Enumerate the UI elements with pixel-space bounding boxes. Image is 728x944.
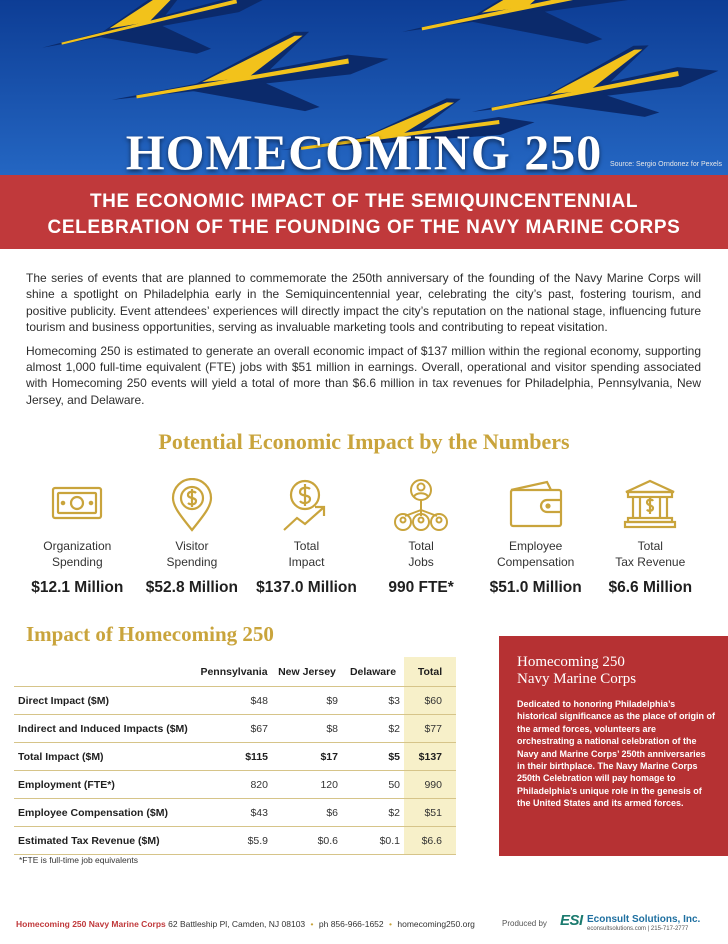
row-label: Employee Compensation ($M) — [14, 799, 196, 827]
sidebox-text: Dedicated to honoring Philadelphia’s historical significance as the place of origin of the armed forces, volunteers are orchestrating a national celebration of the Navy and Marine Corps’ 250th anniversaries in their birthplace. The Navy Marine Corps 250th Celebration will pay homage to Philadelphia’s unique role in the genesis of the United States and its armed forces. — [517, 699, 716, 809]
table-row — [14, 771, 456, 799]
cell-pennsylvania: $5.9 — [196, 827, 272, 855]
metric-value: $137.0 Million — [256, 579, 357, 596]
row-label: Indirect and Induced Impacts ($M) — [14, 715, 196, 743]
hero-photo — [0, 0, 728, 175]
metric-label: Total — [293, 539, 320, 553]
cell-total: 990 — [404, 771, 456, 799]
table-row — [14, 799, 456, 827]
table-row — [14, 743, 456, 771]
numbers-heading: Potential Economic Impact by the Numbers — [158, 429, 570, 454]
metric-label: Organization — [43, 539, 112, 553]
cell-pennsylvania: $67 — [196, 715, 272, 743]
row-label: Direct Impact ($M) — [14, 687, 196, 715]
producer-credit — [502, 913, 724, 935]
footer-address: 62 Battleship Pl, Camden, NJ 08103 — [168, 919, 306, 929]
location-dollar-icon — [135, 478, 250, 533]
metric-employee-compensation — [478, 478, 593, 597]
sidebox-title — [517, 654, 728, 688]
cell-new-jersey: $17 — [272, 743, 342, 771]
page-title: HOMECOMING 250 — [125, 124, 603, 175]
column-header: Delaware — [349, 665, 397, 678]
subtitle: THE ECONOMIC IMPACT OF THE SEMIQUINCENTENNIAL CELEBRATION OF THE FOUNDING OF THE NAVY MARINE CORPS — [47, 191, 681, 238]
sidebox-title-line-2: Navy Marine Corps — [517, 671, 637, 687]
cell-new-jersey: $0.6 — [272, 827, 342, 855]
cell-delaware: $3 — [342, 687, 404, 715]
footer-separator: • — [310, 919, 314, 929]
metric-label: Spending — [166, 555, 218, 569]
metric-label: Impact — [288, 555, 325, 569]
cell-delaware: $2 — [342, 799, 404, 827]
people-network-icon — [364, 478, 479, 533]
table-footnote: *FTE is full-time job equivalents — [19, 855, 139, 865]
intro-paragraph-2: Homecoming 250 is estimated to generate an overall economic impact of $137 million within the regional economy, supporting almost 1,000 full-time equivalent (FTE) jobs with $51 million in earnings. Overall, operational and visitor spending associated with Homecoming 250 events will yield a total of more than $6.6 million in tax revenues for Philadelphia, Pennsylvania, New Jersey, and Delaware. — [26, 343, 701, 407]
row-label: Estimated Tax Revenue ($M) — [14, 827, 196, 855]
esi-logo: ESI — [560, 912, 583, 929]
cell-pennsylvania: $43 — [196, 799, 272, 827]
metric-value: $51.0 Million — [489, 579, 582, 596]
intro-paragraph-1: The series of events that are planned to commemorate the 250th anniversary of the founding of the Navy Marine Corps will shine a spotlight on Philadelphia early in the Semiquincentennial year, celebrating the city’s past, fostering tourism, and positive publicity. Event attendees’ experiences will directly impact the city’s reputation on the national stage, influencing future tourism and business opportunities, serving as invaluable marketing tools and contributing to repeat visitation. — [26, 271, 701, 335]
metric-value: $52.8 Million — [145, 579, 238, 596]
impact-heading: Impact of Homecoming 250 — [26, 622, 274, 646]
metric-value: $12.1 Million — [31, 579, 124, 596]
intro-text — [26, 270, 701, 415]
cell-total: $60 — [404, 687, 456, 715]
table-row — [14, 715, 456, 743]
metric-organization-spending — [20, 478, 135, 597]
company-contact: econsultsolutions.com | 215-717-2777 — [587, 926, 689, 932]
produced-by-label: Produced by — [502, 919, 547, 928]
footer-contact — [16, 919, 475, 929]
cell-new-jersey: $9 — [272, 687, 342, 715]
row-label: Employment (FTE*) — [14, 771, 196, 799]
bank-dollar-icon — [593, 478, 708, 533]
impact-table — [14, 657, 456, 855]
metric-total-tax-revenue — [593, 478, 708, 597]
metric-total-jobs — [364, 478, 479, 597]
metric-label: Compensation — [496, 555, 575, 569]
about-sidebox — [499, 636, 728, 856]
cell-delaware: 50 — [342, 771, 404, 799]
cell-new-jersey: 120 — [272, 771, 342, 799]
cell-delaware: $2 — [342, 715, 404, 743]
metric-label: Total — [408, 539, 434, 553]
metric-label: Tax Revenue — [615, 555, 686, 569]
cell-pennsylvania: 820 — [196, 771, 272, 799]
metric-label: Visitor — [175, 539, 209, 553]
company-name: Econsult Solutions, Inc. — [587, 914, 701, 925]
cell-total: $51 — [404, 799, 456, 827]
column-header: Total — [404, 657, 456, 687]
cell-pennsylvania: $48 — [196, 687, 272, 715]
footer-separator: • — [389, 919, 393, 929]
metric-total-impact — [249, 478, 364, 597]
sidebox-title-line-1: Homecoming 250 — [517, 654, 625, 670]
cell-delaware: $5 — [342, 743, 404, 771]
metric-label: Employee — [508, 539, 563, 553]
photo-credit: Source: Sergio Orndonez for Pexels — [609, 161, 722, 168]
wallet-icon — [478, 478, 593, 533]
cell-new-jersey: $8 — [272, 715, 342, 743]
metric-label: Jobs — [408, 555, 434, 569]
table-row — [14, 827, 456, 855]
cell-delaware: $0.1 — [342, 827, 404, 855]
subtitle-banner — [0, 175, 728, 249]
table-header-row — [14, 657, 456, 687]
metrics-row — [20, 478, 708, 597]
cell-pennsylvania: $115 — [196, 743, 272, 771]
column-header: Pennsylvania — [200, 665, 268, 678]
money-bill-icon — [20, 478, 135, 533]
footer-org: Homecoming 250 Navy Marine Corps — [16, 919, 166, 929]
cell-new-jersey: $6 — [272, 799, 342, 827]
metric-label: Spending — [51, 555, 103, 569]
row-label: Total Impact ($M) — [14, 743, 196, 771]
cell-total: $77 — [404, 715, 456, 743]
cell-total: $137 — [404, 743, 456, 771]
table-row — [14, 687, 456, 715]
column-header: New Jersey — [278, 665, 336, 678]
metric-value: 990 FTE* — [388, 579, 454, 596]
cell-total: $6.6 — [404, 827, 456, 855]
footer-website-link[interactable]: homecoming250.org — [397, 919, 475, 929]
dollar-growth-icon — [249, 478, 364, 533]
column-header — [14, 657, 196, 687]
footer — [0, 913, 728, 935]
metric-visitor-spending — [135, 478, 250, 597]
metric-label: Total — [637, 539, 663, 553]
metric-value: $6.6 Million — [608, 579, 693, 596]
footer-phone: ph 856-966-1652 — [318, 919, 384, 929]
